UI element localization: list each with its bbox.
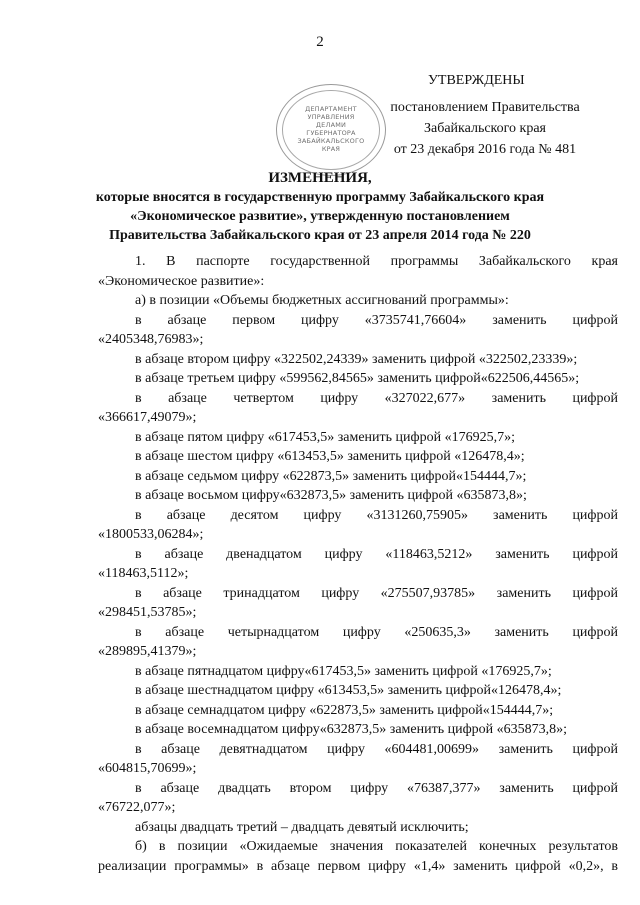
text-line: в абзаце пятом цифру «617453,5» заменить цифрой «176925,7»; — [135, 429, 515, 445]
text-line: абзацы двадцать третий – двадцать девятый исключить; — [135, 819, 469, 835]
text-line: в абзаце двадцать втором цифру «76387,377» заменить цифрой — [135, 780, 618, 796]
text-line: в абзаце девятнадцатом цифру «604481,00699» заменить цифрой — [135, 741, 618, 757]
department-stamp — [276, 84, 386, 176]
text-line: в абзаце пятнадцатом цифру«617453,5» заменить цифрой «176925,7»; — [135, 663, 552, 679]
text-line: «298451,53785»; — [98, 605, 197, 620]
approval-line-3: от 23 декабря 2016 года № 481 — [393, 142, 577, 157]
text-line: «Экономическое развитие»: — [98, 273, 265, 289]
text-line: в абзаце шестнадцатом цифру «613453,5» заменить цифрой«126478,4»; — [135, 683, 562, 698]
text-line: в абзаце десятом цифру «3131260,75905» заменить цифрой — [135, 507, 618, 523]
text-line: в абзаце семнадцатом цифру «622873,5» заменить цифрой«154444,7»; — [135, 702, 554, 718]
text-line: в абзаце четырнадцатом цифру «250635,3» заменить цифрой — [135, 624, 618, 640]
text-line: в абзаце четвертом цифру «327022,677» заменить цифрой — [135, 390, 618, 406]
text-line: «289895,41379»; — [98, 644, 197, 659]
title-line-2: «Экономическое развитие», утвержденную постановлением — [130, 209, 510, 224]
text-line: в абзаце седьмом цифру «622873,5» заменить цифрой«154444,7»; — [135, 468, 527, 484]
text-line: «76722,077»; — [98, 800, 176, 815]
text-line: в абзаце двенадцатом цифру «118463,5212» заменить цифрой — [135, 546, 618, 562]
approval-block — [380, 70, 620, 160]
stamp-text: ДЕПАРТАМЕНТ УПРАВЛЕНИЯ ДЕЛАМИ ГУБЕРНАТОРА ЗАБАЙКАЛЬСКОГО КРАЯ — [297, 105, 365, 153]
text-line: в абзаце восьмом цифру«632873,5» заменить цифрой «635873,8»; — [135, 488, 527, 503]
text-line: 1. В паспорте государственной программы Забайкальского края — [135, 254, 618, 269]
text-line: «118463,5112»; — [98, 566, 189, 581]
text-line: реализации программы» в абзаце первом цифру «1,4» заменить цифрой «0,2», в — [98, 858, 618, 874]
approval-line-1: постановлением Правительства — [390, 100, 580, 115]
document-body — [98, 252, 618, 876]
approval-line-2: Забайкальского края — [423, 121, 546, 136]
text-line: а) в позиции «Объемы бюджетных ассигнований программы»: — [135, 293, 509, 308]
title-line-1: которые вносятся в государственную программу Забайкальского края — [95, 190, 545, 205]
title-line-3: Правительства Забайкальского края от 23 апреля 2014 года № 220 — [109, 228, 531, 243]
text-line: в абзаце тринадцатом цифру «275507,93785» заменить цифрой — [135, 585, 618, 601]
approval-title: УТВЕРЖДЕНЫ — [428, 73, 525, 88]
text-line: в абзаце шестом цифру «613453,5» заменить цифрой «126478,4»; — [135, 449, 525, 464]
text-line: в абзаце третьем цифру «599562,84565» заменить цифрой«622506,44565»; — [135, 371, 580, 386]
text-line: «2405348,76983»; — [98, 332, 204, 347]
text-line: б) в позиции «Ожидаемые значения показателей конечных результатов — [135, 839, 618, 854]
title-main: ИЗМЕНЕНИЯ, — [268, 170, 372, 186]
text-line: в абзаце втором цифру «322502,24339» заменить цифрой «322502,23339»; — [135, 351, 578, 367]
text-line: «604815,70699»; — [98, 761, 197, 776]
page-number: 2 — [316, 34, 324, 50]
text-line: «1800533,06284»; — [98, 527, 204, 542]
document-title — [0, 168, 640, 245]
text-line: в абзаце восемнадцатом цифру«632873,5» заменить цифрой «635873,8»; — [135, 722, 568, 737]
text-line: в абзаце первом цифру «3735741,76604» заменить цифрой — [135, 312, 618, 328]
text-line: «366617,49079»; — [98, 410, 197, 425]
